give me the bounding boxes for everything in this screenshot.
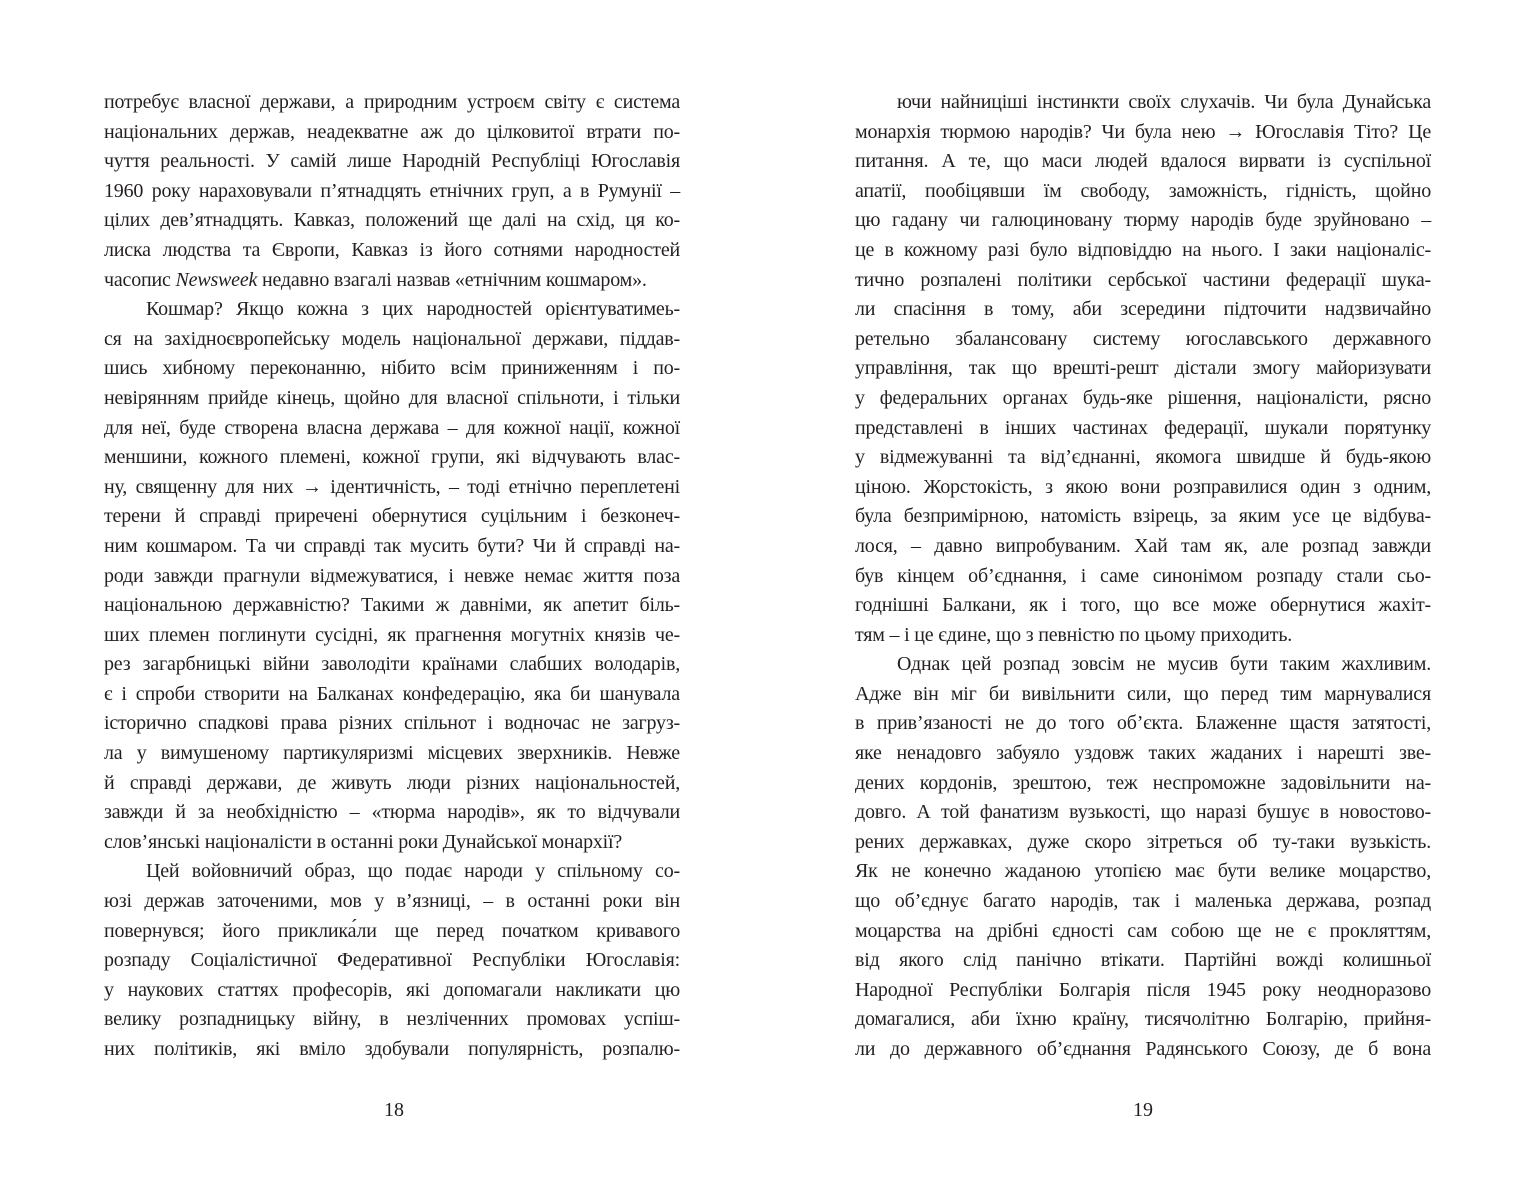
text-line: рених державках, дуже скоро зітреться об ту-таки вузькість. xyxy=(855,830,1431,853)
text-line: монархія тюрмою народів? Чи була нею → Югославія Тіто? Це xyxy=(855,120,1431,143)
text-line: невірянням прийде кінець, щойно для власної спільноти, і тільки xyxy=(104,386,680,409)
text-line: національною державністю? Такими ж давніми, як апетит біль- xyxy=(104,594,680,617)
text-line: була безпримірною, натомість взірець, за яким усе це відбува- xyxy=(855,505,1431,528)
text-line: ла у вимушеному партикуляризмі місцевих зверхників. Невже xyxy=(104,742,680,765)
text-line: моцарства на дрібні єдності сам собою ще не є прокляттям, xyxy=(855,919,1431,942)
text-line: апатії, пообіцявши їм свободу, заможність, гідність, щойно xyxy=(855,179,1431,202)
text-line: яке ненадовго забуяло уздовж таких жаданих і нарешті зве- xyxy=(855,742,1431,765)
text-line: у наукових статтях професорів, які допомагали накликати цю xyxy=(104,978,680,1001)
text-line: розпаду Соціалістичної Федеративної Республіки Югославія: xyxy=(104,949,680,972)
text-line: цю гадану чи галюциновану тюрму народів буде зруйновано – xyxy=(855,209,1431,232)
text-line: цілих дев’ятнадцять. Кавказ, положений ще далі на схід, ця ко- xyxy=(104,209,680,232)
text-line: ючи найниціші інстинкти своїх слухачів. Чи була Дунайська xyxy=(897,91,1431,113)
left-page xyxy=(104,88,680,1065)
text-line: для неї, буде створена власна держава – для кожної нації, кожної xyxy=(104,416,680,439)
text-line: лося, – давно випробуваним. Хай там як, але розпад завжди xyxy=(855,534,1431,557)
text-line: що об’єднує багато народів, так і маленька держава, розпад xyxy=(855,890,1431,913)
text-line: Народної Республіки Болгарія після 1945 року неодноразово xyxy=(855,978,1431,1001)
text-line: завжди й за необхідністю – «тюрма народів», як то відчували xyxy=(104,801,680,824)
text-line: меншини, кожного племені, кожної групи, які відчувають влас- xyxy=(104,446,680,469)
text-line: ли спасіння в тому, аби зсередини підточити надзвичайно xyxy=(855,298,1431,321)
text-line: від якого слід панічно втікати. Партійні вожді колишньої xyxy=(855,949,1431,972)
text-line: національних держав, неадекватне аж до цілковитої втрати по- xyxy=(104,120,680,143)
text-line: ся на західноєвропейську модель національної держави, піддав- xyxy=(104,327,680,350)
text-line: слов’янські націоналісти в останні роки Дунайської монархії? xyxy=(104,830,623,853)
text-line: повернувся; його приклика́ли ще перед початком кривавого xyxy=(104,919,680,942)
text-line: довго. А той фанатизм вузькості, що наразі бушує в новостово- xyxy=(855,801,1431,824)
text-line: тично розпалені політики сербської частини федерації шука- xyxy=(855,268,1431,291)
text-line: в прив’язаності не до того об’єкта. Блаженне щастя затятості, xyxy=(855,712,1431,735)
text-line: дених кордонів, зрештою, теж неспроможне задовільнити на- xyxy=(855,771,1431,794)
text-line: є і спроби створити на Балканах конфедерацію, яка би шанувала xyxy=(104,682,680,705)
text-line: ним кошмаром. Та чи справді так мусить бути? Чи й справді на- xyxy=(104,534,680,557)
text-line: тям – і це єдине, що з певністю по цьому приходить. xyxy=(855,623,1293,646)
text-line: велику розпадницьку війну, в незліченних промовах успіш- xyxy=(104,1008,680,1031)
left-page-number: 18 xyxy=(384,1099,404,1121)
text-line: ших племен поглинути сусідні, як прагнення могутніх князів че- xyxy=(104,623,680,646)
text-line: був кінцем об’єднання, і саме синонімом розпаду стали сьо- xyxy=(855,564,1431,587)
text-line: Однак цей розпад зовсім не мусив бути таким жахливим. xyxy=(897,653,1431,676)
text-line: управління, так що врешті-решт дістали змогу майоризувати xyxy=(855,357,1431,380)
right-page-number: 19 xyxy=(1133,1099,1153,1121)
text-line: питання. А те, що маси людей вдалося вирвати із суспільної xyxy=(855,150,1431,173)
text-line: ну, священну для них → ідентичність, – тоді етнічно переплетені xyxy=(104,475,680,498)
text-line: них політиків, які вміло здобували популярність, розпалю- xyxy=(104,1038,680,1060)
text-line: потребує власної держави, а природним устроєм світу є система xyxy=(104,91,680,113)
text-line: це в кожному разі було відповіддю на нього. І заки націоналіс- xyxy=(855,238,1431,261)
text-line: ли до державного об’єднання Радянського Союзу, де б вона xyxy=(855,1038,1431,1060)
text-line: у відмежуванні та від’єднанні, якомога швидше й будь-якою xyxy=(855,446,1431,469)
text-line: шись хибному переконанню, нібито всім приниженням і по- xyxy=(104,357,680,380)
text-line: Цей войовничий образ, що подає народи у спільному со- xyxy=(146,860,680,883)
text-line: ретельно збалансовану систему югославського державного xyxy=(855,327,1431,350)
text-line: рез загарбницькі війни заволодіти країнами слабших володарів, xyxy=(104,653,680,676)
text-line: роди завжди прагнули відмежуватися, і невже немає життя поза xyxy=(104,564,680,587)
text-line: чуття реальності. У самій лише Народній Республіці Югославія xyxy=(104,150,680,173)
text-line: часопис Newsweek недавно взагалі назвав «етнічним кошмаром». xyxy=(104,268,647,291)
text-line: Кошмар? Якщо кожна з цих народностей орієнтуватимеь- xyxy=(146,298,680,321)
text-line: ціною. Жорстокість, з якою вони розправилися один з одним, xyxy=(855,475,1431,498)
text-line: Адже він міг би вивільнити сили, що перед тим марнувалися xyxy=(855,682,1431,705)
text-line: у федеральних органах будь-яке рішення, націоналісти, рясно xyxy=(855,386,1431,409)
text-line: представлені в інших частинах федерації, шукали порятунку xyxy=(855,416,1431,439)
right-page xyxy=(855,88,1431,1065)
text-line: лиска людства та Європи, Кавказ із його сотнями народностей xyxy=(104,238,680,261)
text-line: історично спадкові права різних спільнот і водночас не загруз- xyxy=(104,712,680,735)
text-line: домагалися, аби їхню країну, тисячолітню Болгарію, прийня- xyxy=(855,1008,1431,1031)
text-line: 1960 року нараховували п’ятнадцять етнічних груп, а в Румунії – xyxy=(104,179,680,202)
text-line: Як не конечно жаданою утопією має бути велике моцарство, xyxy=(855,860,1431,883)
text-line: юзі держав заточеними, мов у в’язниці, – в останні роки він xyxy=(104,890,680,913)
text-line: й справді держави, де живуть люди різних національностей, xyxy=(104,771,680,794)
text-line: годнішні Балкани, як і того, що все може обернутися жахіт- xyxy=(855,594,1431,617)
text-line: терени й справді приречені обернутися суцільним і безконеч- xyxy=(104,505,680,528)
